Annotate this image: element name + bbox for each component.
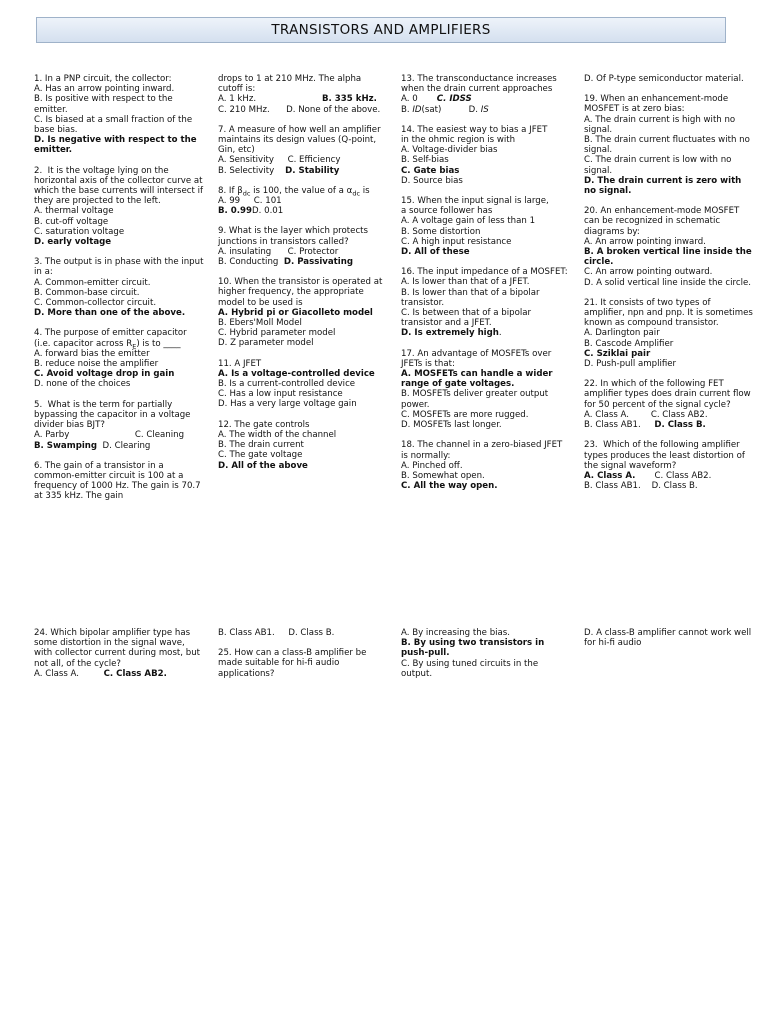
question-line: 13. The transconductance increases: [401, 74, 557, 84]
question-line: D. MOSFETs last longer.: [401, 420, 502, 431]
question-block: [34, 257, 207, 319]
question-25-option-b: B. By using two transistors in push-pull.: [401, 638, 545, 659]
question-line: a source follower has: [401, 206, 493, 217]
text-run: 8. If β: [218, 185, 243, 196]
question-line: C. Has a low input resistance: [218, 389, 343, 400]
question-line: 11. A JFET: [218, 358, 262, 369]
text-run: D. Clearing: [97, 440, 151, 451]
question-line: [218, 166, 388, 176]
question-block: [34, 166, 204, 248]
question-line: 1. In a PNP circuit, the collector:: [34, 74, 172, 84]
text-run: C. Class AB2.: [635, 470, 712, 481]
question-line: D. The drain current is zero with no signal.: [584, 175, 745, 197]
question-line: A. A voltage gain of less than 1: [401, 216, 536, 227]
text-run: dc: [242, 189, 251, 198]
question-line: when the drain current approaches: [401, 84, 553, 95]
text-run: D. 0.01: [252, 206, 284, 217]
question-line: [401, 328, 571, 338]
question-line: 2. It is the voltage lying on the horizontal axis of the collector curve at which the base currents will intersect if they are projected to the left.: [34, 165, 206, 207]
question-line: 6. The gain of a transistor in a common-emitter circuit is 100 at a frequency of 1000 Hz. The gain is 70.7 at 335 kHz. The gain: [34, 460, 204, 502]
question-block: [401, 267, 571, 338]
question-line: B. Is lower than that of a bipolar transistor.: [401, 287, 543, 308]
text-run: ID: [412, 104, 422, 115]
text-run: B.: [401, 104, 413, 115]
question-line: A. Sensitivity C. Efficiency: [218, 155, 341, 166]
text-run: is: [360, 185, 370, 196]
question-block: [34, 400, 204, 451]
question-line: A. An arrow pointing inward.: [584, 236, 706, 247]
question-line: D. All of the above: [218, 460, 308, 471]
text-run: 4. The purpose of emitter capacitor (i.e. capacitor across R: [34, 328, 190, 349]
question-line: [218, 186, 388, 196]
question-line: C. 210 MHz. D. None of the above.: [218, 104, 381, 115]
question-block: [218, 74, 388, 115]
column-4: [584, 74, 754, 501]
question-line: B. Class AB1. D. Class B.: [584, 481, 698, 492]
question-line: C. Avoid voltage drop in gain: [34, 369, 175, 380]
text-run: D. Stability: [285, 165, 340, 176]
question-line: B. reduce noise the amplifier: [34, 359, 159, 370]
question-line: 5. What is the term for partially bypassing the capacitor in a voltage divider bias BJT?: [34, 399, 194, 431]
question-line: [218, 206, 388, 216]
question-line: B. Somewhat open.: [401, 470, 485, 481]
question-line: A. Has an arrow pointing inward.: [34, 84, 175, 95]
column-1: [34, 74, 207, 512]
text-run: B. Swamping: [34, 440, 98, 451]
question-line: D. More than one of the above.: [34, 308, 186, 319]
text-run: dc: [352, 189, 361, 198]
question-line: A. Is lower than that of a JFET.: [401, 277, 530, 288]
question-block: [218, 226, 388, 267]
question-block: [401, 125, 571, 186]
question-block: [34, 328, 204, 389]
question-line: A. The width of the channel: [218, 429, 337, 440]
question-line: C. A high input resistance: [401, 236, 512, 247]
text-run: B. 0.99: [218, 206, 253, 217]
question-24: 24. Which bipolar amplifier type has some distortion in the signal wave, with collector current during most, but not all, of the cycle?: [34, 628, 201, 669]
question-block: [584, 94, 754, 196]
question-line: 14. The easiest way to bias a JFET: [401, 124, 548, 135]
question-block: [218, 277, 388, 348]
question-block: [401, 349, 571, 431]
bottom-column-3: [401, 628, 571, 679]
question-line: C. Hybrid parameter model: [218, 328, 336, 339]
question-line: [34, 441, 204, 451]
question-block: [584, 379, 754, 430]
question-line: C. The gate voltage: [218, 450, 303, 461]
question-line: D. Has a very large voltage gain: [218, 399, 357, 410]
title-bar: [36, 17, 726, 43]
question-line: A. Class A. C. Class AB2.: [584, 409, 708, 420]
question-block: [401, 74, 571, 115]
question-line: C. saturation voltage: [34, 226, 125, 237]
text-run: A. 0: [401, 94, 437, 105]
question-line: [218, 94, 388, 104]
question-line: D. Source bias: [401, 175, 463, 186]
question-block: [218, 420, 388, 471]
text-run: D. Passivating: [283, 257, 353, 268]
question-line: D. A solid vertical line inside the circle.: [584, 277, 751, 288]
question-line: B. Is a current-controlled device: [218, 379, 356, 390]
bottom-column-1: [34, 628, 204, 679]
question-line: B. The drain current fluctuates with no signal.: [584, 135, 753, 156]
question-line: C. Is biased at a small fraction of the base bias.: [34, 114, 195, 136]
question-line: 7. A measure of how well an amplifier maintains its design values (Q-point, Gin, etc): [218, 124, 384, 156]
text-run: A. Class A.: [584, 470, 636, 481]
bottom-column-2: [218, 628, 388, 679]
question-25: 25. How can a class-B amplifier be made suitable for hi-fi audio applications?: [218, 648, 367, 679]
question-line: C. MOSFETs are more rugged.: [401, 409, 529, 420]
question-line: A. The drain current is high with no signal.: [584, 114, 738, 135]
question-line: 21. It consists of two types of amplifier, npn and pnp. It is sometimes known as compound transistor.: [584, 297, 756, 329]
question-line: C. Common-collector circuit.: [34, 298, 157, 309]
question-24-options: A. Class A. C. Class AB2.: [34, 668, 167, 679]
question-block: [584, 206, 754, 288]
question-line: [584, 420, 754, 430]
question-block: [218, 186, 388, 217]
question-line: A. Common-emitter circuit.: [34, 277, 151, 288]
question-line: [401, 94, 571, 104]
question-line: 9. What is the layer which protects junctions in transistors called?: [218, 226, 371, 247]
question-line: B. cut-off voltage: [34, 216, 109, 227]
question-line: B. Ebers'Moll Model: [218, 318, 302, 329]
question-line: [34, 328, 204, 351]
text-run: .: [498, 328, 502, 339]
text-run: is 100, the value of a α: [250, 185, 353, 196]
question-block: [584, 440, 754, 491]
question-line: C. Gate bias: [401, 165, 460, 176]
question-line: D. Of P-type semiconductor material.: [584, 74, 744, 84]
question-line: A. Parby C. Cleaning: [34, 430, 185, 441]
question-line: [401, 105, 571, 115]
question-line: A. Voltage-divider bias: [401, 145, 498, 156]
question-line: D. none of the choices: [34, 379, 131, 390]
text-run: A. 1 kHz.: [218, 94, 257, 105]
question-line: D. early voltage: [34, 237, 112, 248]
question-line: B. The drain current: [218, 440, 304, 451]
question-line: D. All of these: [401, 247, 470, 258]
question-line: in the ohmic region is with: [401, 135, 516, 146]
question-line: A. forward bias the emitter: [34, 348, 150, 359]
text-run: B. Conducting: [218, 257, 284, 268]
text-run: D. Class B.: [654, 420, 706, 431]
question-block: [218, 125, 388, 176]
text-run: B. 335 kHz.: [322, 94, 377, 105]
question-line: C. Sziklai pair: [584, 348, 651, 359]
question-line: drops to 1 at 210 MHz. The alpha cutoff is:: [218, 74, 364, 95]
text-run: (sat) D.: [421, 104, 481, 115]
question-block: [218, 359, 388, 410]
question-line: A. Is a voltage-controlled device: [218, 368, 375, 379]
question-line: 10. When the transistor is operated at higher frequency, the appropriate model to be used is: [218, 277, 386, 308]
question-line: 12. The gate controls: [218, 419, 310, 430]
question-line: A. Darlington pair: [584, 328, 660, 339]
question-block: [34, 461, 204, 502]
text-run: D. Is extremely high: [401, 328, 499, 339]
question-line: A. 99 C. 101: [218, 196, 282, 207]
question-block: [584, 74, 754, 84]
question-line: B. MOSFETs deliver greater output power.: [401, 389, 551, 410]
question-line: B. A broken vertical line inside the circle.: [584, 247, 755, 268]
question-line: A. Hybrid pi or Giacolleto model: [218, 307, 373, 318]
question-line: A. MOSFETs can handle a wider range of gate voltages.: [401, 369, 556, 390]
text-run: ) is to ____: [136, 338, 181, 349]
question-block: [584, 298, 754, 369]
question-line: C. Is between that of a bipolar transistor and a JFET.: [401, 308, 534, 329]
question-block: [34, 74, 204, 156]
question-line: 16. The input impedance of a MOSFET:: [401, 267, 568, 278]
question-line: B. Common-base circuit.: [34, 287, 140, 298]
question-line: 15. When the input signal is large,: [401, 196, 549, 207]
question-24-options-cont: B. Class AB1. D. Class B.: [218, 628, 335, 638]
question-25-option-c: C. By using tuned circuits in the output.: [401, 658, 539, 679]
question-25-option-a: A. By increasing the bias.: [401, 628, 511, 638]
column-3: [401, 74, 571, 501]
question-line: A. Pinched off.: [401, 460, 463, 471]
question-line: C. The drain current is low with no signal.: [584, 155, 735, 176]
question-line: A. insulating C. Protector: [218, 246, 339, 257]
bottom-column-4: [584, 628, 754, 648]
page-title: TRANSISTORS AND AMPLIFIERS: [271, 22, 491, 38]
text-run: B. Class AB1.: [584, 420, 655, 431]
question-line: 19. When an enhancement-mode MOSFET is at zero bias:: [584, 94, 731, 115]
question-line: 3. The output is in phase with the input in a:: [34, 257, 207, 278]
question-line: [584, 471, 754, 481]
question-line: C. An arrow pointing outward.: [584, 267, 713, 278]
question-line: B. Is positive with respect to the emitter.: [34, 94, 176, 115]
column-2: [218, 74, 388, 481]
question-line: B. Some distortion: [401, 226, 481, 237]
question-line: 22. In which of the following FET amplifier types does drain current flow for 50 percent of the signal cycle?: [584, 379, 754, 410]
question-line: B. Cascode Amplifier: [584, 338, 674, 349]
question-line: B. Self-bias: [401, 155, 449, 166]
text-run: IS: [480, 104, 489, 115]
question-line: 20. An enhancement-mode MOSFET can be recognized in schematic diagrams by:: [584, 206, 743, 237]
question-block: [401, 440, 571, 491]
question-25-option-d: D. A class-B amplifier cannot work well for hi-fi audio: [584, 628, 752, 649]
question-line: D. Push-pull amplifier: [584, 359, 677, 370]
question-line: D. Is negative with respect to the emitter.: [34, 135, 200, 156]
question-line: C. All the way open.: [401, 481, 498, 492]
question-line: A. thermal voltage: [34, 206, 114, 217]
question-line: 18. The channel in a zero-biased JFET is normally:: [401, 440, 566, 461]
text-run: C. IDSS: [436, 94, 472, 105]
question-line: 17. An advantage of MOSFETs over JFETs is that:: [401, 348, 555, 369]
question-line: [218, 257, 388, 267]
question-line: D. Z parameter model: [218, 338, 314, 349]
question-line: 23. Which of the following amplifier types produces the least distortion of the signal waveform?: [584, 440, 748, 471]
question-block: [401, 196, 571, 257]
text-run: E: [132, 342, 137, 351]
text-run: B. Selectivity: [218, 165, 286, 176]
